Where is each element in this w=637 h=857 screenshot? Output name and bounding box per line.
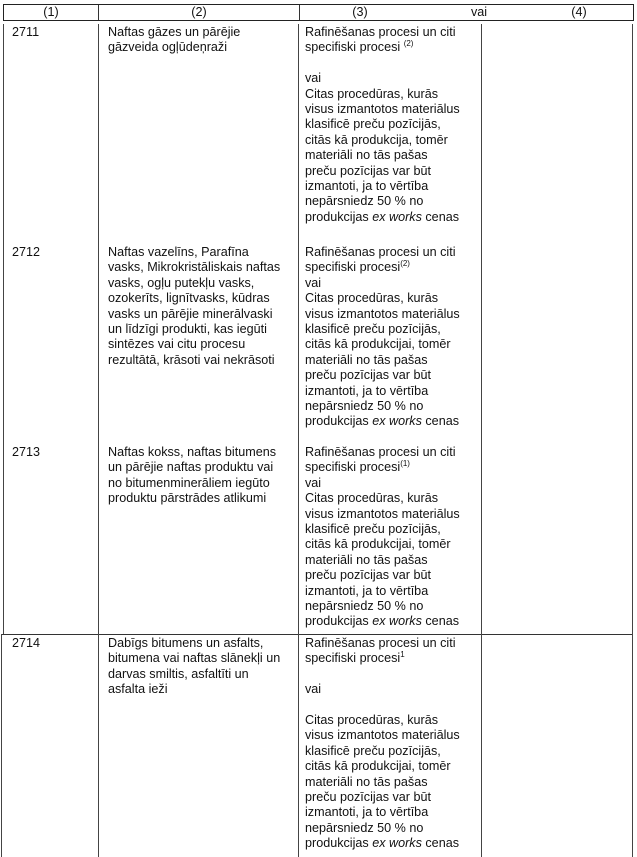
rule-text: specifiski procesi [305,460,401,475]
rule-text-italic: ex works [372,209,422,224]
rule-line: preču pozīcijas var būt [305,790,431,805]
rule-line: nepārsniedz 50 % no [305,820,424,835]
rule-line: preču pozīcijas var būt [305,163,431,178]
rule-text: specifiski procesi [305,260,401,275]
rule-line: Rafinēšanas procesi un citi [305,25,456,39]
rule-line: nepārsniedz 50 % no [305,194,424,209]
rule-text-italic: ex works [372,414,422,429]
rule-line: citās kā produkcijai, tomēr [305,759,451,774]
rule-line: visus izmantotos materiālus [305,102,460,117]
rule-text-italic: ex works [372,836,422,851]
rule-line: Citas procedūras, kurās [305,713,438,727]
rule-line: nepārsniedz 50 % no [305,599,424,614]
description-line: vasks un pārējie minerālvaski [108,306,273,321]
rule-text: produkcijas [305,614,373,629]
rule-line: Citas procedūras, kurās [305,491,438,506]
description-line: vasks, ogļu putekļu vasks, [108,275,255,290]
header-col-1: (1) [43,5,59,19]
rule-line: citās kā produkcijai, tomēr [305,537,451,552]
rule-line: visus izmantotos materiālus [305,728,460,743]
rule-text-italic: ex works [372,614,422,629]
row-code: 2714 [12,636,41,650]
or-label: vai [305,275,322,290]
description-line: sintēzes vai citu procesu [108,337,246,352]
rule-line [305,210,485,225]
row-code: 2712 [12,245,41,259]
header-col-2: (2) [191,5,207,19]
description-line: asfalta ieži [108,682,168,697]
row-description [108,245,296,368]
column-divider [98,24,99,634]
rule-line: citās kā produkcijai, tomēr [305,337,451,352]
row-description [108,25,296,56]
rule-line: Rafinēšanas procesi un citi [305,445,456,459]
rule-line [305,614,485,629]
description-line: vasks, Mikrokristāliskais naftas [108,260,281,275]
rule-line: preču pozīcijas var būt [305,368,431,383]
rule-text: cenas [421,209,459,224]
rule-text: specifiski procesi [305,651,401,666]
rule-line [305,651,485,666]
column-divider [298,634,299,857]
description-line: Naftas vazelīns, Parafīna [108,245,249,259]
rule-line: Rafinēšanas procesi un citi [305,636,456,650]
rule-line: klasificē preču pozīcijās, [305,322,441,337]
rule-text: produkcijas [305,414,373,429]
rule-line: materiāli no tās pašas [305,148,428,163]
rule-text: produkcijas [305,836,373,851]
row-rule [305,636,485,852]
row-rule [305,25,485,225]
rule-line: preču pozīcijas var būt [305,568,431,583]
rule-line: Citas procedūras, kurās [305,291,438,306]
rule-line [305,836,485,851]
rule-line: klasificē preču pozīcijās, [305,522,441,537]
description-line: no bitumenminerāliem iegūto [108,475,270,490]
description-line: un pārējie naftas produktu vai [108,460,274,475]
description-line: bitumena vai naftas slānekļi un [108,651,281,666]
rule-line [305,260,485,275]
table-border-left [1,634,2,857]
rule-line: visus izmantotos materiālus [305,306,460,321]
description-line: Dabīgs bitumens un asfalts, [108,636,264,650]
rule-text: cenas [421,414,459,429]
rule-line [305,40,485,55]
table-border-right [632,24,633,634]
rule-text: cenas [421,614,459,629]
description-line: rezultātā, krāsoti vai nekrāsoti [108,352,275,367]
row-description [108,445,296,507]
description-line: Naftas gāzes un pārējie [108,25,241,39]
or-label: vai [305,682,322,697]
description-line: darvas smiltis, asfaltīti un [108,666,249,681]
description-line: Naftas kokss, naftas bitumens [108,445,276,459]
description-line: un līdzīgi produkti, kas iegūti [108,322,267,337]
rule-line: klasificē preču pozīcijās, [305,117,441,132]
rule-line [305,414,485,429]
row-code: 2711 [12,25,40,39]
rule-line: izmantoti, ja to vērtība [305,383,429,398]
rule-line: nepārsniedz 50 % no [305,399,424,414]
header-col-3: (3) [352,5,368,19]
or-label: vai [305,71,322,86]
footnote-ref: (2) [403,39,414,49]
rule-line: izmantoti, ja to vērtība [305,583,429,598]
row-rule [305,245,485,430]
rule-line: materiāli no tās pašas [305,352,428,367]
column-divider [298,24,299,634]
rule-line: klasificē preču pozīcijās, [305,743,441,758]
rule-line: materiāli no tās pašas [305,774,428,789]
description-line: gāzveida ogļūdeņraži [108,40,228,55]
or-label: vai [305,475,322,490]
footnote-ref: (1) [400,459,410,469]
rule-line [305,460,485,475]
rule-text: specifiski procesi [305,40,404,55]
rule-line: Citas procedūras, kurās [305,86,438,101]
header-col-4: (4) [571,5,587,19]
description-line: ozokerīts, lignītvasks, kūdras [108,291,270,306]
table-border-right [632,634,633,857]
rule-line: visus izmantotos materiālus [305,506,460,521]
table-header [3,4,634,21]
rule-line: materiāli no tās pašas [305,552,428,567]
header-or: vai [470,5,488,19]
row-description [108,636,296,698]
row-code: 2713 [12,445,41,459]
description-line: produktu pārstrādes atlikumi [108,491,267,506]
rule-line: izmantoti, ja to vērtība [305,805,429,820]
row-rule [305,445,485,630]
column-divider [98,634,99,857]
footnote-ref: 1 [400,650,405,660]
rule-line: citās kā produkcija, tomēr [305,132,448,147]
table-border-left [3,24,4,634]
rule-line: Rafinēšanas procesi un citi [305,245,456,259]
rule-text: produkcijas [305,209,373,224]
footnote-ref: (2) [400,259,410,269]
rule-text: cenas [421,836,459,851]
rule-line: izmantoti, ja to vērtība [305,179,429,194]
